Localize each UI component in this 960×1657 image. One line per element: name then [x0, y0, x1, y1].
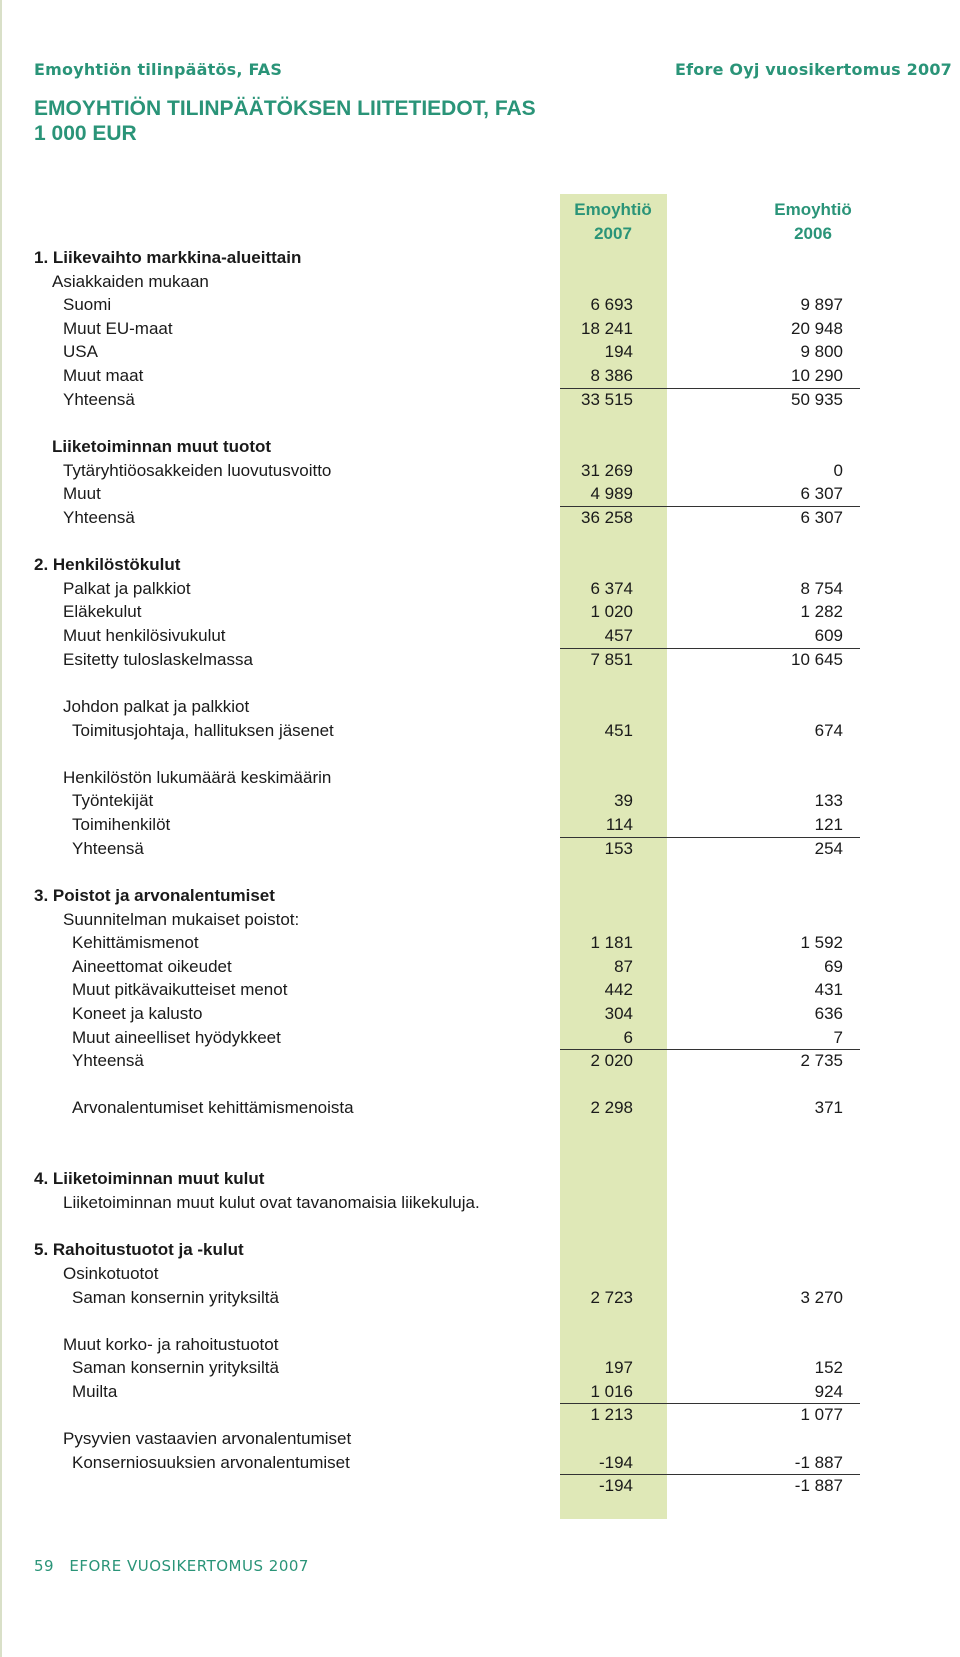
- table-total-row: [0, 1403, 960, 1427]
- column-header-entity: Emoyhtiö: [774, 200, 852, 219]
- row-label: Muut korko- ja rahoitustuotot: [63, 1335, 279, 1354]
- row-label: Aineettomat oikeudet: [72, 957, 232, 976]
- value-2007: 153: [604, 839, 633, 858]
- value-2007: 194: [604, 342, 633, 361]
- row-label: Muut aineelliset hyödykkeet: [72, 1028, 281, 1047]
- table-row: [0, 364, 960, 388]
- value-2006: 133: [814, 791, 843, 810]
- row-label: Työntekijät: [72, 791, 154, 810]
- value-2006: 69: [824, 957, 843, 976]
- row-label: Muut maat: [63, 366, 144, 385]
- table-row: [0, 813, 960, 837]
- footer-publication: EFORE VUOSIKERTOMUS 2007: [69, 1557, 309, 1575]
- row-label: Yhteensä: [63, 508, 135, 527]
- row-label: Toimihenkilöt: [72, 815, 171, 834]
- table-row: [0, 789, 960, 813]
- row-label: 2. Henkilöstökulut: [34, 555, 181, 574]
- row-label: Johdon palkat ja palkkiot: [63, 697, 250, 716]
- value-2006: 9 897: [800, 295, 843, 314]
- row-label: Henkilöstön lukumäärä keskimäärin: [63, 768, 332, 787]
- section-heading-row: [0, 553, 960, 577]
- table-row: [0, 955, 960, 979]
- table-row: [0, 695, 960, 719]
- row-label: Suunnitelman mukaiset poistot:: [63, 910, 300, 929]
- value-2007: 304: [604, 1004, 633, 1023]
- row-label: Konserniosuuksien arvonalentumiset: [72, 1453, 350, 1472]
- value-2007: 6 693: [590, 295, 633, 314]
- row-label: 3. Poistot ja arvonalentumiset: [34, 886, 275, 905]
- value-2007: 6 374: [590, 579, 633, 598]
- table-row: [0, 1380, 960, 1404]
- row-label: Arvonalentumiset kehittämismenoista: [72, 1098, 354, 1117]
- row-label: Osinkotuotot: [63, 1264, 159, 1283]
- value-2006: 1 077: [800, 1405, 843, 1424]
- row-label: Saman konsernin yrityksiltä: [72, 1358, 279, 1377]
- value-2006: 10 645: [791, 650, 843, 669]
- value-2007: 114: [605, 815, 633, 834]
- table-row: [0, 270, 960, 294]
- table-row: [0, 1333, 960, 1357]
- row-label: Yhteensä: [72, 1051, 144, 1070]
- value-2006: 371: [814, 1098, 843, 1117]
- row-label: Eläkekulut: [63, 602, 142, 621]
- table-row: [0, 340, 960, 364]
- row-label: Asiakkaiden mukaan: [52, 272, 209, 291]
- row-label: Muut EU-maat: [63, 319, 173, 338]
- value-2007: 6: [623, 1028, 633, 1047]
- value-2006: 254: [814, 839, 843, 858]
- value-2007: 1 020: [590, 602, 633, 621]
- value-2007: 8 386: [590, 366, 633, 385]
- row-label: 4. Liiketoiminnan muut kulut: [34, 1169, 265, 1188]
- value-2007: 1 181: [590, 933, 633, 952]
- section-heading-row: [0, 1167, 960, 1191]
- value-2006: 3 270: [800, 1288, 843, 1307]
- value-2006: 121: [814, 815, 843, 834]
- row-label: USA: [63, 342, 98, 361]
- value-2007: 7 851: [590, 650, 633, 669]
- row-label: Muilta: [72, 1382, 118, 1401]
- section-heading-row: [0, 246, 960, 270]
- table-row: [0, 577, 960, 601]
- page-title-unit: 1 000 EUR: [34, 122, 137, 145]
- table-row: [0, 459, 960, 483]
- row-label: 1. Liikevaihto markkina-alueittain: [34, 248, 302, 267]
- value-2007: 36 258: [581, 508, 633, 527]
- value-2007: 1 016: [590, 1382, 633, 1401]
- value-2006: 7: [833, 1028, 843, 1047]
- column-header-year: 2006: [794, 224, 832, 243]
- table-row: [0, 1451, 960, 1475]
- section-heading-row: [0, 435, 960, 459]
- column-header-year: 2007: [594, 224, 632, 243]
- row-label: Kehittämismenot: [72, 933, 199, 952]
- value-2006: 2 735: [800, 1051, 843, 1070]
- value-2006: 924: [814, 1382, 843, 1401]
- table-row: [0, 931, 960, 955]
- value-2006: 0: [833, 461, 843, 480]
- table-row: [0, 1286, 960, 1310]
- value-2007: 87: [614, 957, 633, 976]
- row-label: Liiketoiminnan muut kulut ovat tavanomaisia liikekuluja.: [63, 1193, 480, 1212]
- row-label: Saman konsernin yrityksiltä: [72, 1288, 279, 1307]
- table-row: [0, 978, 960, 1002]
- value-2007: 2 298: [590, 1098, 633, 1117]
- value-2007: -194: [598, 1476, 633, 1495]
- row-label: Muut pitkävaikutteiset menot: [72, 980, 288, 999]
- value-2006: 636: [814, 1004, 843, 1023]
- table-total-row: [0, 1474, 960, 1498]
- value-2006: -1 887: [794, 1476, 843, 1495]
- value-2006: 8 754: [800, 579, 843, 598]
- table-row: [0, 766, 960, 790]
- table-row: [0, 1191, 960, 1215]
- running-header-right: Efore Oyj vuosikertomus 2007: [675, 60, 952, 79]
- table-row: [0, 600, 960, 624]
- value-2006: 10 290: [791, 366, 843, 385]
- value-2007: 33 515: [581, 390, 633, 409]
- column-header-2007: [543, 198, 683, 246]
- table-row: [0, 1002, 960, 1026]
- column-header-2006: [743, 198, 883, 246]
- row-label: Muut: [63, 484, 101, 503]
- row-label: Liiketoiminnan muut tuotot: [52, 437, 272, 456]
- row-label: Yhteensä: [63, 390, 135, 409]
- table-row: [0, 1262, 960, 1286]
- value-2006: 609: [814, 626, 843, 645]
- table-row: [0, 1026, 960, 1050]
- value-2007: 4 989: [590, 484, 633, 503]
- table-total-row: [0, 837, 960, 861]
- table-total-row: [0, 648, 960, 672]
- table-row: [0, 293, 960, 317]
- row-label: Toimitusjohtaja, hallituksen jäsenet: [72, 721, 334, 740]
- row-label: 5. Rahoitustuotot ja -kulut: [34, 1240, 244, 1259]
- row-label: Pysyvien vastaavien arvonalentumiset: [63, 1429, 352, 1448]
- value-2006: -1 887: [794, 1453, 843, 1472]
- value-2006: 6 307: [800, 484, 843, 503]
- row-label: Koneet ja kalusto: [72, 1004, 203, 1023]
- value-2007: 18 241: [581, 319, 633, 338]
- value-2006: 1 592: [800, 933, 843, 952]
- value-2006: 674: [814, 721, 843, 740]
- table-row: [0, 719, 960, 743]
- value-2007: 2 723: [590, 1288, 633, 1307]
- page-title-line: EMOYHTIÖN TILINPÄÄTÖKSEN LIITETIEDOT, FAS: [34, 97, 536, 120]
- page-number: 59: [34, 1557, 55, 1575]
- table-row: [0, 624, 960, 648]
- row-label: Suomi: [63, 295, 112, 314]
- row-label: Yhteensä: [72, 839, 144, 858]
- running-header-left: Emoyhtiön tilinpäätös, FAS: [34, 60, 283, 79]
- table-total-row: [0, 1049, 960, 1073]
- table-row: [0, 1356, 960, 1380]
- page-title: [34, 96, 536, 146]
- table-row: [0, 1096, 960, 1120]
- table-total-row: [0, 388, 960, 412]
- value-2007: 2 020: [590, 1051, 633, 1070]
- value-2006: 50 935: [791, 390, 843, 409]
- value-2006: 20 948: [791, 319, 843, 338]
- value-2007: 442: [604, 980, 633, 999]
- table-row: [0, 908, 960, 932]
- value-2006: 9 800: [800, 342, 843, 361]
- section-heading-row: [0, 884, 960, 908]
- table-row: [0, 1427, 960, 1451]
- value-2007: 31 269: [581, 461, 633, 480]
- value-2006: 1 282: [800, 602, 843, 621]
- value-2007: 197: [604, 1358, 633, 1377]
- table-row: [0, 317, 960, 341]
- value-2007: -194: [598, 1453, 633, 1472]
- value-2007: 451: [604, 721, 633, 740]
- value-2006: 6 307: [800, 508, 843, 527]
- value-2007: 1 213: [590, 1405, 633, 1424]
- section-heading-row: [0, 1238, 960, 1262]
- row-label: Tytäryhtiöosakkeiden luovutusvoitto: [63, 461, 332, 480]
- row-label: Palkat ja palkkiot: [63, 579, 191, 598]
- table-row: [0, 482, 960, 506]
- page-footer: [34, 1557, 309, 1575]
- value-2006: 152: [814, 1358, 843, 1377]
- value-2006: 431: [814, 980, 843, 999]
- value-2007: 39: [614, 791, 633, 810]
- column-header-entity: Emoyhtiö: [574, 200, 652, 219]
- row-label: Muut henkilösivukulut: [63, 626, 226, 645]
- table-total-row: [0, 506, 960, 530]
- value-2007: 457: [604, 626, 633, 645]
- row-label: Esitetty tuloslaskelmassa: [63, 650, 253, 669]
